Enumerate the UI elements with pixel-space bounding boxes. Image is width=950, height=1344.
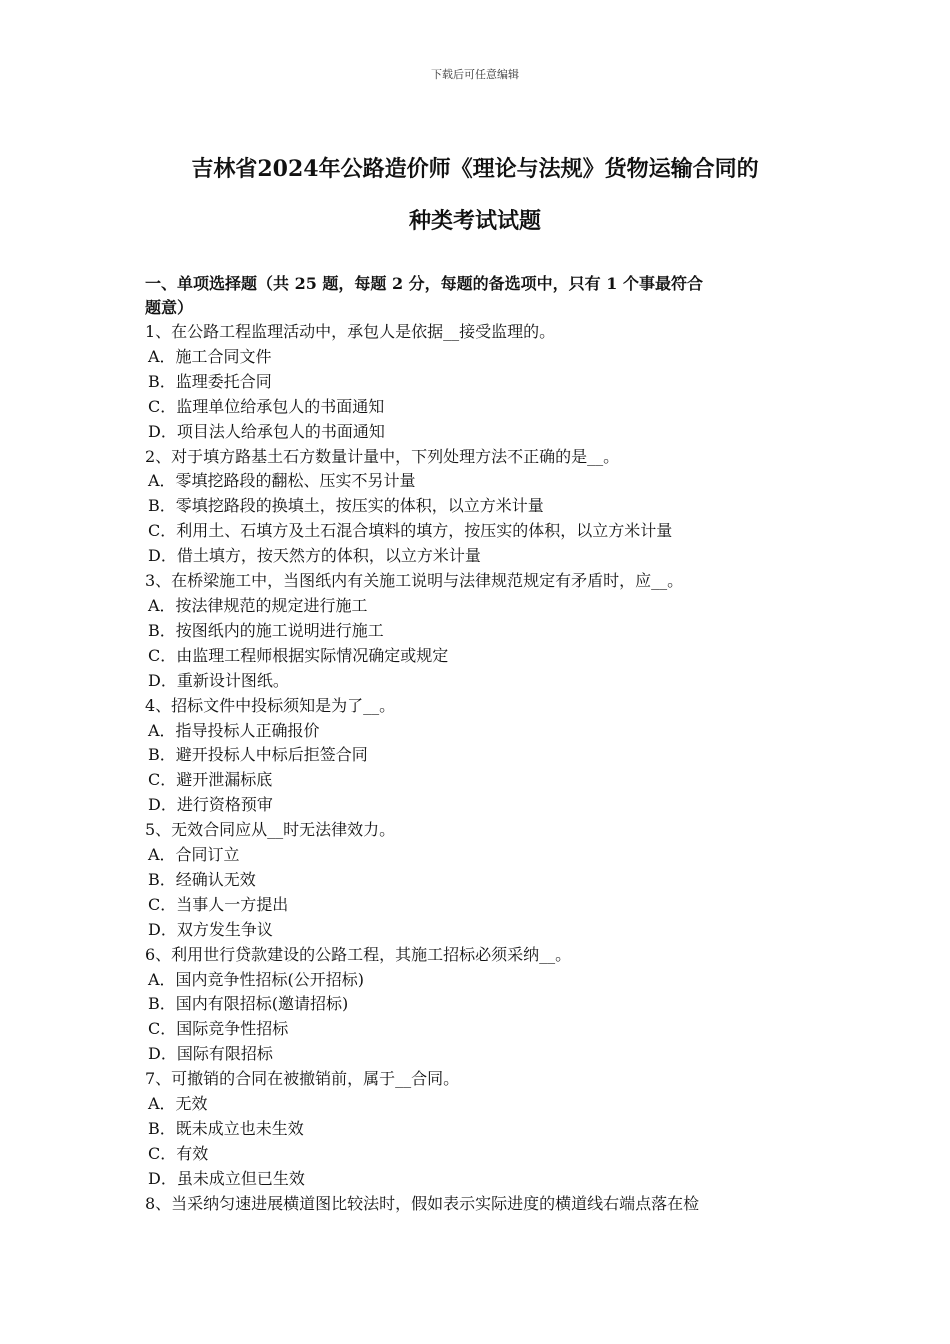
option-c: C．有效 xyxy=(148,1143,209,1163)
question-stem: 6、利用世行贷款建设的公路工程，其施工招标必须采纳__。 xyxy=(145,944,572,964)
question-stem: 8、当采纳匀速进展横道图比较法时，假如表示实际进度的横道线右端点落在检 xyxy=(145,1193,700,1213)
question-stem: 7、可撤销的合同在被撤销前，属于__合同。 xyxy=(145,1069,460,1089)
question-3 xyxy=(145,569,810,694)
option-c: C．当事人一方提出 xyxy=(148,894,289,914)
option-a: A．合同订立 xyxy=(148,845,240,865)
option-d: D．项目法人给承包人的书面通知 xyxy=(148,421,385,441)
question-stem: 3、在桥梁施工中，当图纸内有关施工说明与法律规范规定有矛盾时，应__。 xyxy=(145,571,684,591)
option-d: D．双方发生争议 xyxy=(148,919,273,939)
option-d: D．国际有限招标 xyxy=(148,1044,273,1064)
option-b: B．零填挖路段的换填土，按压实的体积，以立方米计量 xyxy=(148,496,544,516)
question-stem: 5、无效合同应从__时无法律效力。 xyxy=(145,820,396,840)
option-c: C．利用土、石填方及土石混合填料的填方，按压实的体积，以立方米计量 xyxy=(148,521,673,541)
section-heading-line-2: 题意） xyxy=(145,298,194,317)
option-a: A．施工合同文件 xyxy=(148,346,272,366)
question-8 xyxy=(145,1192,810,1217)
option-b: B．经确认无效 xyxy=(148,869,256,889)
option-c: C．由监理工程师根据实际情况确定或规定 xyxy=(148,645,449,665)
question-stem: 4、招标文件中投标须知是为了__。 xyxy=(145,695,396,715)
header-note: 下载后可任意编辑 xyxy=(431,68,519,81)
option-d: D．借土填方，按天然方的体积，以立方米计量 xyxy=(148,546,481,566)
option-a: A．国内竞争性招标(公开招标) xyxy=(148,969,365,989)
option-d: D．重新设计图纸。 xyxy=(148,670,289,690)
option-a: A．无效 xyxy=(148,1094,208,1114)
option-a: A．指导投标人正确报价 xyxy=(148,720,320,740)
question-stem: 1、在公路工程监理活动中，承包人是依据__接受监理的。 xyxy=(145,322,556,341)
question-2 xyxy=(145,445,810,570)
document-title-line-2: 种类考试试题 xyxy=(408,208,541,234)
option-c: C．监理单位给承包人的书面通知 xyxy=(148,396,385,416)
option-b: B．国内有限招标(邀请招标) xyxy=(148,994,349,1014)
option-a: A．零填挖路段的翻松、压实不另计量 xyxy=(148,471,416,491)
document-body xyxy=(145,272,810,1217)
option-c: C．避开泄漏标底 xyxy=(148,770,273,790)
question-6 xyxy=(145,943,810,1068)
question-4 xyxy=(145,694,810,819)
question-1 xyxy=(145,320,810,445)
option-b: B．既未成立也未生效 xyxy=(148,1119,304,1138)
question-5 xyxy=(145,818,810,943)
option-a: A．按法律规范的规定进行施工 xyxy=(148,595,368,615)
option-b: B．监理委托合同 xyxy=(148,371,272,391)
option-c: C．国际竞争性招标 xyxy=(148,1019,289,1039)
document-title-line-1: 吉林省2024年公路造价师《理论与法规》货物运输合同的 xyxy=(191,156,759,182)
question-stem: 2、对于填方路基土石方数量计量中，下列处理方法不正确的是__。 xyxy=(145,446,620,466)
option-b: B．按图纸内的施工说明进行施工 xyxy=(148,620,384,640)
option-d: D．虽未成立但已生效 xyxy=(148,1168,305,1188)
option-d: D．进行资格预审 xyxy=(148,795,273,815)
question-7 xyxy=(145,1067,810,1192)
section-heading-line-1: 一、单项选择题（共 25 题，每题 2 分，每题的备选项中，只有 1 个事最符合 xyxy=(145,274,703,293)
option-b: B．避开投标人中标后拒签合同 xyxy=(148,745,368,765)
